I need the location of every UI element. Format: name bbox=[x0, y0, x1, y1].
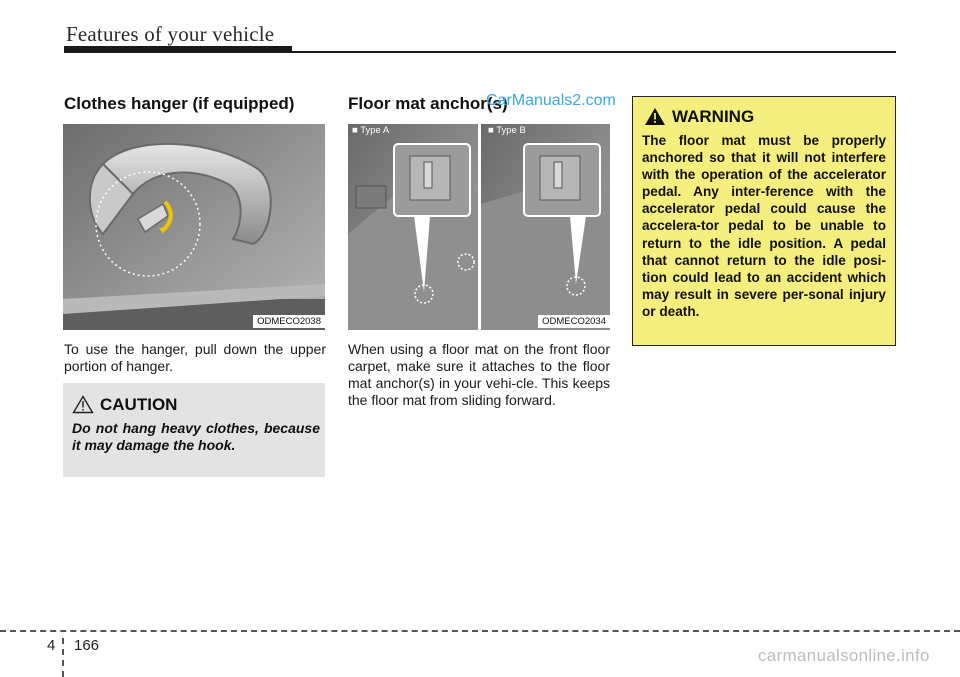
warning-triangle-icon bbox=[644, 107, 666, 126]
type-a-label: ■ Type A bbox=[352, 125, 390, 136]
type-b-label: ■ Type B bbox=[488, 125, 526, 136]
caution-triangle-icon bbox=[72, 395, 94, 414]
figure-code: ODMECO2034 bbox=[538, 315, 610, 328]
figure-code: ODMECO2038 bbox=[253, 315, 325, 328]
caution-title: CAUTION bbox=[100, 395, 178, 414]
clothes-hanger-heading: Clothes hanger (if equipped) bbox=[64, 94, 295, 113]
clothes-hanger-figure bbox=[63, 124, 325, 330]
warning-title: WARNING bbox=[672, 107, 755, 126]
watermark-top: CarManuals2.com bbox=[486, 92, 616, 109]
clothes-hanger-body: To use the hanger, pull down the upper portion of hanger. bbox=[64, 341, 326, 374]
chapter-number: 4 bbox=[47, 637, 56, 654]
watermark-bottom: carmanualsonline.info bbox=[758, 646, 930, 665]
header-rule bbox=[64, 51, 896, 53]
clothes-hanger-illustration bbox=[63, 124, 325, 330]
page-number: 166 bbox=[74, 637, 100, 654]
footer-rule bbox=[0, 630, 960, 632]
page-header-title: Features of your vehicle bbox=[66, 22, 275, 46]
floor-mat-body: When using a floor mat on the front floor carpet, make sure it attaches to the floor mat anchor(s) in your vehi-cle. This keeps the floor mat from sliding forward. bbox=[348, 341, 610, 408]
warning-text: The floor mat must be properly anchored so that it will not interfere with the operation of the accelerator pedal. Any inter-ference with the accelerator pedal could cause the accelera-tor pedal to be unable to return to the idle position. A pedal that cannot return to the idle posi-tion could lead to an accident which may result in severe per-sonal injury or death. bbox=[642, 133, 886, 319]
caution-text: Do not hang heavy clothes, because it may damage the hook. bbox=[72, 420, 320, 453]
footer-divider bbox=[62, 638, 64, 677]
floor-mat-illustration bbox=[348, 124, 610, 330]
floor-mat-heading: Floor mat anchor(s) bbox=[348, 94, 508, 113]
floor-mat-figure bbox=[348, 124, 610, 330]
